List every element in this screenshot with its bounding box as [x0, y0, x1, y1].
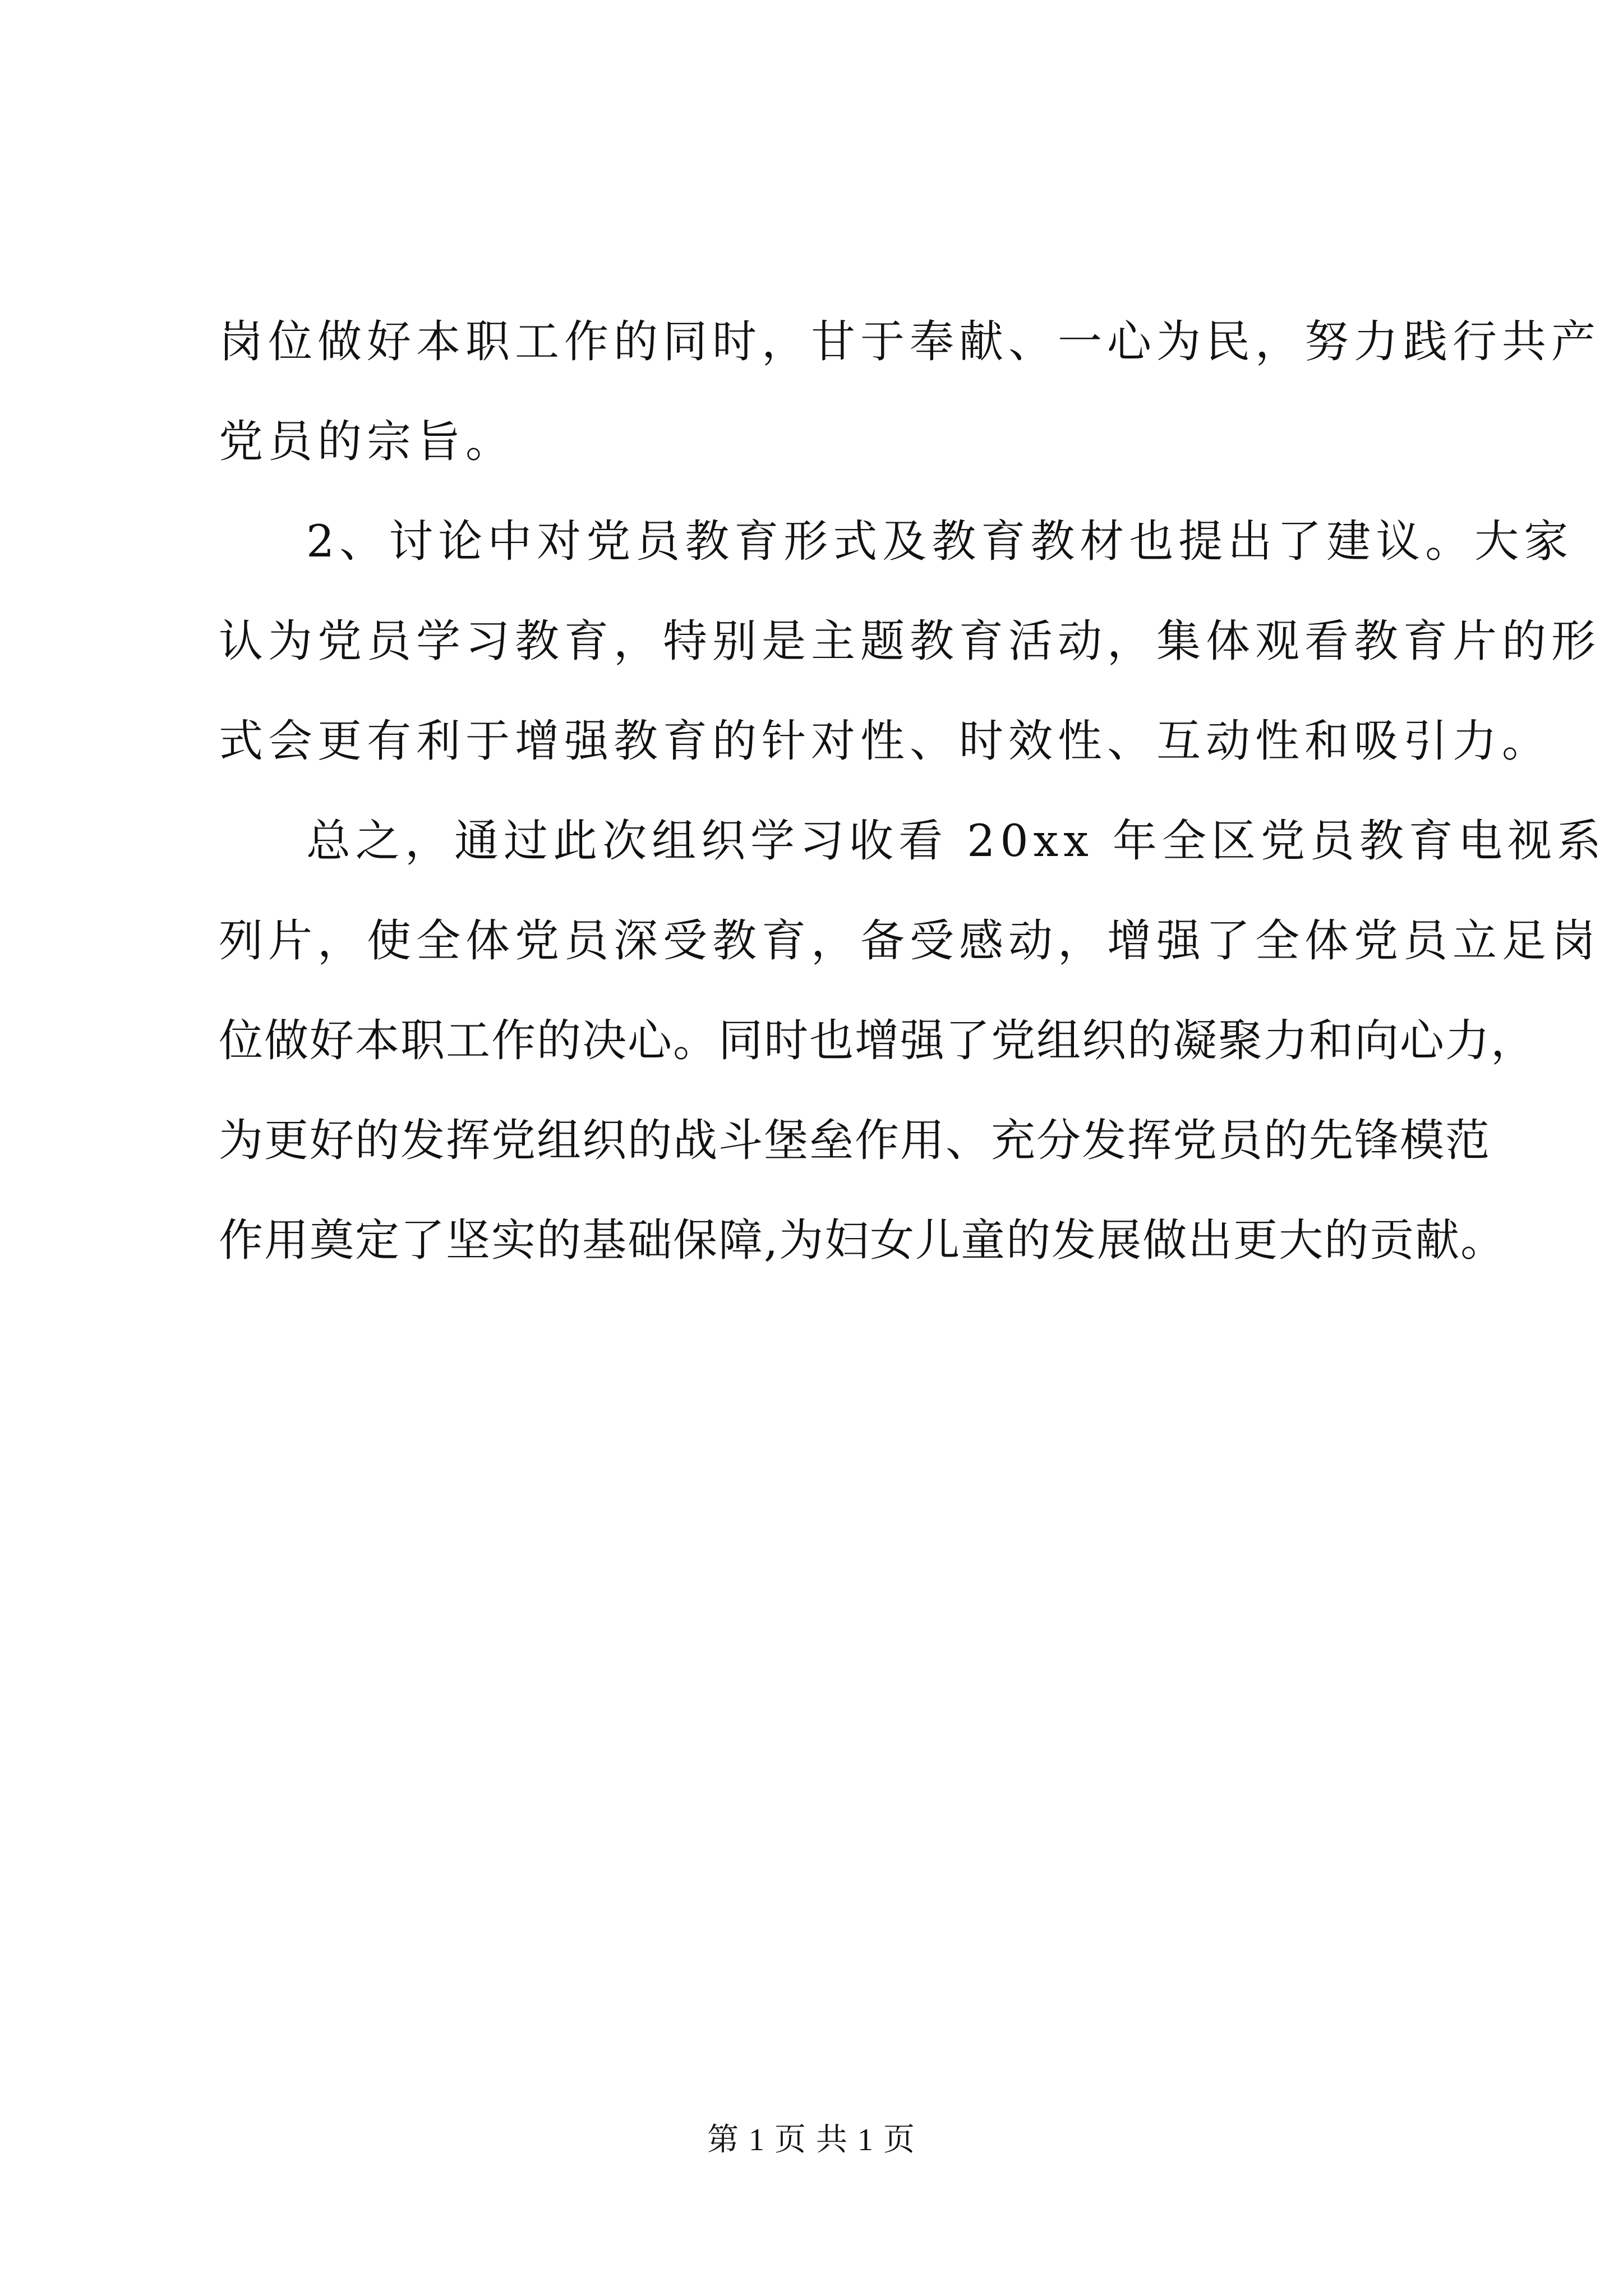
- paragraph-start-line: 2、讨论中对党员教育形式及教育教材也提出了建议。大家: [306, 516, 1574, 567]
- paragraph-start-line: 总之，通过此次组织学习收看 20xx 年全区党员教育电视系: [306, 815, 1606, 867]
- body-text: [219, 292, 1606, 1290]
- text-line: 认为党员学习教育，特别是主题教育活动，集体观看教育片的形: [219, 615, 1601, 667]
- text-line: 位做好本职工作的决心。同时也增强了党组织的凝聚力和向心力，: [219, 1015, 1536, 1066]
- text-line: 岗位做好本职工作的同时，甘于奉献、一心为民，努力践行共产: [219, 316, 1601, 367]
- text-line: 作用奠定了坚实的基础保障,为妇女儿童的发展做出更大的贡献。: [219, 1214, 1506, 1266]
- text-line: 式会更有利于增强教育的针对性、时效性、互动性和吸引力。: [219, 715, 1551, 767]
- text-line: 列片，使全体党员深受教育，备受感动，增强了全体党员立足岗: [219, 915, 1601, 967]
- text-line: 党员的宗旨。: [219, 416, 515, 467]
- page-number-footer: 第 1 页 共 1 页: [707, 2123, 916, 2157]
- text-line: 为更好的发挥党组织的战斗堡垒作用、充分发挥党员的先锋模范: [219, 1115, 1491, 1166]
